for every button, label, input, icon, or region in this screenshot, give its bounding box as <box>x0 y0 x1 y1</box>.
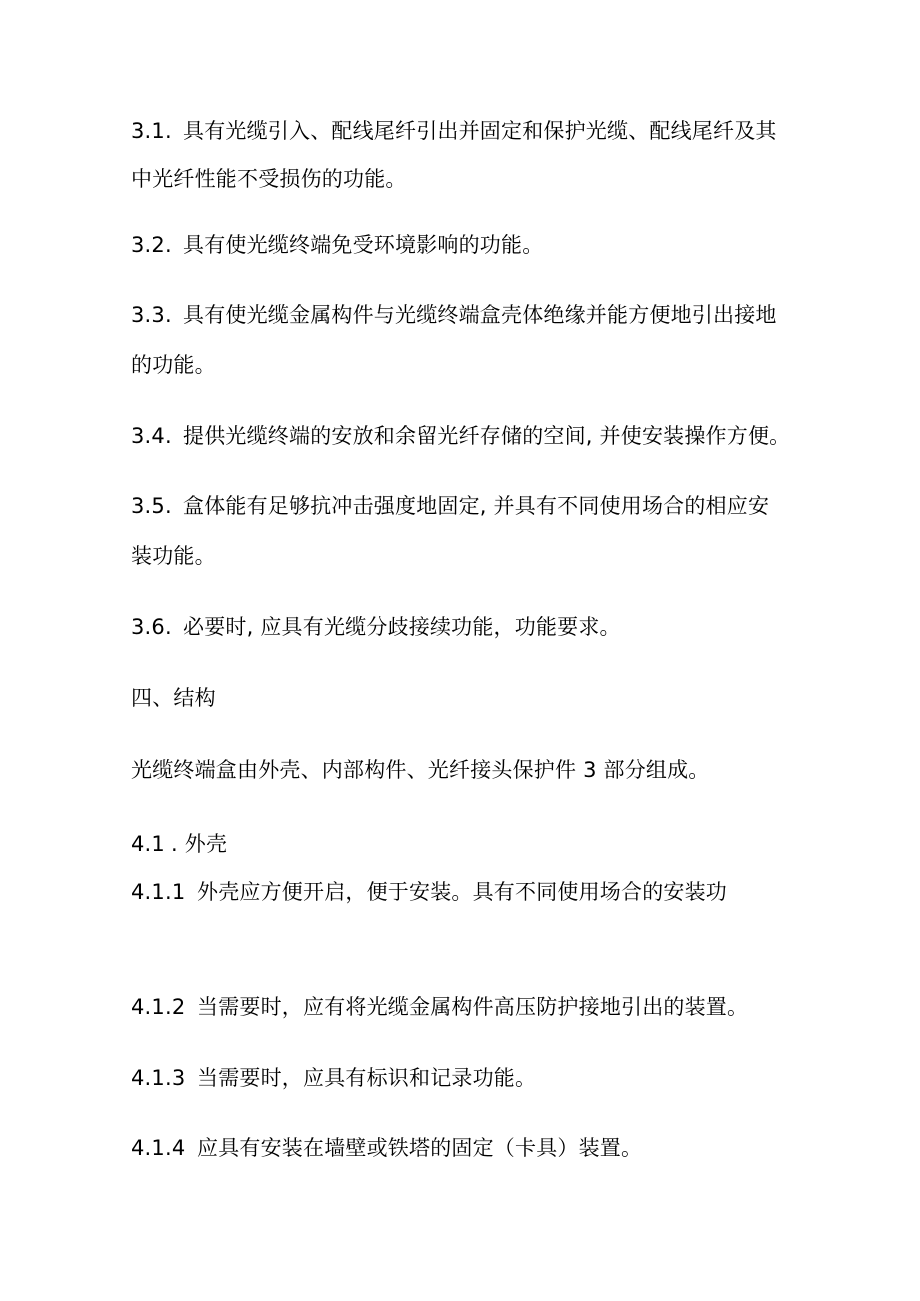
paragraph-text: 装功能。 <box>131 544 216 568</box>
subsection-4-1 <box>131 830 227 858</box>
item-number: 4.1.1 <box>131 880 186 904</box>
paragraph-text: 的功能。 <box>131 353 216 377</box>
item-text: 当需要时，应有将光缆金属构件高压防护接地引出的装置。 <box>197 995 749 1019</box>
paragraph-text: 提供光缆终端的安放和余留光纤存储的空间, 并使安装操作方便。 <box>183 424 791 448</box>
section-intro: 光缆终端盒由外壳、内部构件、光纤接头保护件 3 部分组成。 <box>131 758 710 782</box>
paragraph-3-1-line-1 <box>131 117 777 145</box>
paragraph-3-2 <box>131 231 543 259</box>
item-text: 当需要时，应具有标识和记录功能。 <box>197 1066 537 1090</box>
paragraph-text: 具有使光缆金属构件与光缆终端盒壳体绝缘并能方便地引出接地 <box>183 303 777 327</box>
paragraph-3-1-line-2 <box>131 165 407 193</box>
paragraph-number: 3.2. <box>131 233 172 257</box>
paragraph-number: 3.4. <box>131 424 172 448</box>
item-number: 4.1.2 <box>131 995 186 1019</box>
paragraph-3-3-line-2 <box>131 351 216 379</box>
paragraph-text: 中光纤性能不受损伤的功能。 <box>131 167 407 191</box>
item-number: 4.1.3 <box>131 1066 186 1090</box>
paragraph-number: 3.6. <box>131 615 172 639</box>
paragraph-3-5-line-1 <box>131 492 769 520</box>
item-4-1-3 <box>131 1064 536 1092</box>
paragraph-3-4 <box>131 422 790 450</box>
paragraph-3-5-line-2 <box>131 542 216 570</box>
paragraph-number: 3.3. <box>131 303 172 327</box>
item-4-1-1 <box>131 878 727 906</box>
paragraph-text: 具有光缆引入、配线尾纤引出并固定和保护光缆、配线尾纤及其 <box>183 119 777 143</box>
paragraph-3-3-line-1 <box>131 301 777 329</box>
item-text: 外壳应方便开启，便于安装。具有不同使用场合的安装功 <box>197 880 727 904</box>
paragraph-number: 3.1. <box>131 119 172 143</box>
item-number: 4.1.4 <box>131 1136 186 1160</box>
paragraph-number: 3.5. <box>131 494 172 518</box>
paragraph-3-6 <box>131 613 621 641</box>
section-heading: 四、结构 <box>131 686 216 710</box>
paragraph-text: 必要时, 应具有光缆分歧接续功能，功能要求。 <box>183 615 621 639</box>
paragraph-text: 具有使光缆终端免受环境影响的功能。 <box>183 233 544 257</box>
paragraph-text: 盒体能有足够抗冲击强度地固定, 并具有不同使用场合的相应安 <box>183 494 770 518</box>
subsection-number: 4.1 <box>131 832 165 856</box>
item-text: 应具有安装在墙壁或铁塔的固定（卡具）装置。 <box>197 1136 643 1160</box>
subsection-title: . 外壳 <box>171 832 228 856</box>
item-4-1-4 <box>131 1134 642 1162</box>
item-4-1-2 <box>131 993 748 1021</box>
